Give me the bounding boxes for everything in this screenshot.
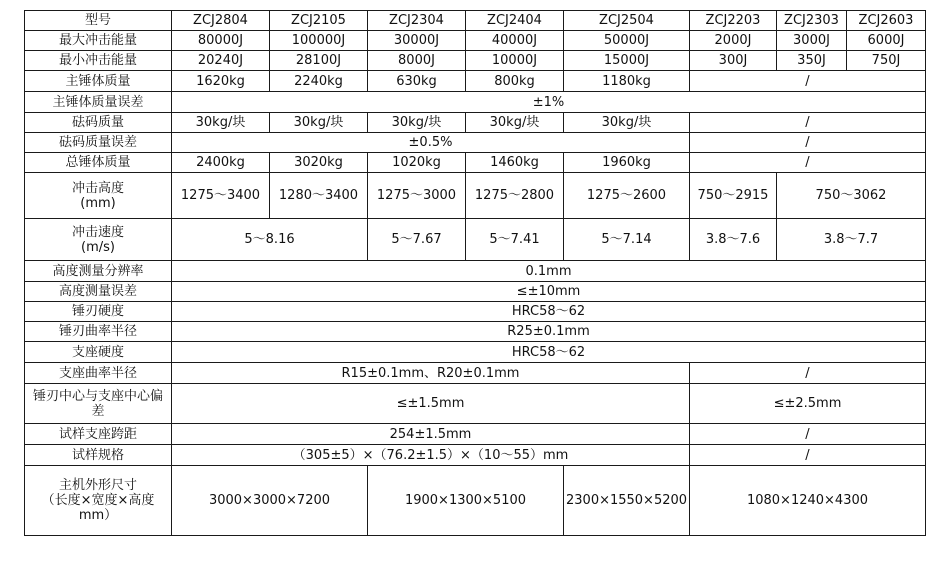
row-label-line: 冲击高度 [71,180,124,196]
table-cell: ±1% [172,92,926,113]
table-cell: 100000J [270,31,368,51]
table-cell: HRC58～62 [172,302,926,322]
row-label-line: 冲击速度 [71,224,124,240]
row-label: 砝码质量 [25,113,172,133]
table-cell: 30kg/块 [270,113,368,133]
table-cell: HRC58～62 [172,342,926,363]
table-cell: 30kg/块 [368,113,466,133]
table-cell: / [690,363,926,384]
table-cell: 30kg/块 [564,113,690,133]
model-header: ZCJ2404 [466,11,564,31]
table-cell: 3.8～7.6 [690,219,777,261]
table-cell: 1020kg [368,153,466,173]
table-cell: ±0.5% [172,133,690,153]
row-label-line: 主机外形尺寸 [58,478,137,493]
table-cell: 5～7.67 [368,219,466,261]
table-cell: 1080×1240×4300 [690,466,926,536]
table-row [25,51,926,71]
table-cell: 5～7.14 [564,219,690,261]
table-row [25,31,926,51]
table-cell: ≤±2.5mm [690,384,926,424]
table-row [25,261,926,282]
row-label-line: 锤刃中心与支座中心偏 [32,388,163,404]
row-label: 锤刃曲率半径 [25,322,172,342]
table-cell: 1280～3400 [270,173,368,219]
table-cell: / [690,133,926,153]
row-label: 砝码质量误差 [25,133,172,153]
row-label: 主锤体质量 [25,71,172,92]
row-label-line: 差 [91,403,105,419]
table-cell: / [690,113,926,133]
table-cell: 1180kg [564,71,690,92]
table-row [25,173,926,219]
spec-table [24,10,926,536]
model-header: ZCJ2303 [777,11,847,31]
table-cell: 1275～3400 [172,173,270,219]
table-cell: / [690,445,926,466]
table-cell: 80000J [172,31,270,51]
table-cell: 1275～2600 [564,173,690,219]
table-cell: 300J [690,51,777,71]
table-cell: 30kg/块 [466,113,564,133]
table-cell: 30000J [368,31,466,51]
table-cell: / [690,71,926,92]
row-label-line: (m/s) [81,239,115,255]
table-cell: 630kg [368,71,466,92]
table-row [25,71,926,92]
table-cell: 2000J [690,31,777,51]
model-header: ZCJ2105 [270,11,368,31]
table-row [25,153,926,173]
table-cell: 20240J [172,51,270,71]
table-cell: 3.8～7.7 [777,219,926,261]
row-label: 试样支座跨距 [25,424,172,445]
table-header-row [25,11,926,31]
table-cell: 750J [847,51,926,71]
table-row [25,133,926,153]
table-row [25,384,926,424]
table-cell: 2300×1550×5200 [564,466,690,536]
row-label: 主锤体质量误差 [25,92,172,113]
row-label: 支座硬度 [25,342,172,363]
table-cell: 1275～2800 [466,173,564,219]
table-row [25,282,926,302]
table-cell: R25±0.1mm [172,322,926,342]
table-cell: ≤±10mm [172,282,926,302]
table-row [25,342,926,363]
table-row [25,113,926,133]
table-row [25,363,926,384]
table-cell: 1460kg [466,153,564,173]
table-row [25,322,926,342]
table-row [25,219,926,261]
table-cell: 50000J [564,31,690,51]
table-cell: 1620kg [172,71,270,92]
table-row [25,92,926,113]
table-cell: 350J [777,51,847,71]
table-cell: 10000J [466,51,564,71]
row-label-line: （长度×宽度×高度 [41,493,155,508]
table-cell: ≤±1.5mm [172,384,690,424]
row-label: 试样规格 [25,445,172,466]
table-cell: 15000J [564,51,690,71]
table-cell: 750～3062 [777,173,926,219]
table-cell: 0.1mm [172,261,926,282]
table-cell: 3020kg [270,153,368,173]
table-cell: 8000J [368,51,466,71]
model-header: ZCJ2304 [368,11,466,31]
table-row [25,445,926,466]
table-cell: 800kg [466,71,564,92]
row-label: 高度测量误差 [25,282,172,302]
table-cell: 750～2915 [690,173,777,219]
row-label: 高度测量分辨率 [25,261,172,282]
table-cell: 3000×3000×7200 [172,466,368,536]
model-header: ZCJ2203 [690,11,777,31]
row-label: 锤刃硬度 [25,302,172,322]
row-label-line: mm） [78,508,118,523]
table-cell: 1275～3000 [368,173,466,219]
table-cell: 30kg/块 [172,113,270,133]
table-cell: 1900×1300×5100 [368,466,564,536]
header-label: 型号 [25,11,172,31]
table-row [25,302,926,322]
model-header: ZCJ2603 [847,11,926,31]
table-cell: 5～8.16 [172,219,368,261]
table-cell: 3000J [777,31,847,51]
row-label: 最大冲击能量 [25,31,172,51]
table-cell: 40000J [466,31,564,51]
row-label [25,384,172,424]
model-header: ZCJ2804 [172,11,270,31]
table-cell: （305±5）×（76.2±1.5）×（10～55）mm [172,445,690,466]
table-cell: 5～7.41 [466,219,564,261]
table-row [25,466,926,536]
row-label [25,173,172,219]
table-cell: R15±0.1mm、R20±0.1mm [172,363,690,384]
row-label: 支座曲率半径 [25,363,172,384]
table-cell: 28100J [270,51,368,71]
row-label [25,219,172,261]
row-label: 总锤体质量 [25,153,172,173]
table-cell: 6000J [847,31,926,51]
row-label [25,466,172,536]
row-label: 最小冲击能量 [25,51,172,71]
table-cell: / [690,153,926,173]
table-row [25,424,926,445]
table-cell: 1960kg [564,153,690,173]
table-cell: 254±1.5mm [172,424,690,445]
table-cell: 2240kg [270,71,368,92]
row-label-line: (mm) [80,195,116,211]
model-header: ZCJ2504 [564,11,690,31]
table-cell: 2400kg [172,153,270,173]
table-cell: / [690,424,926,445]
